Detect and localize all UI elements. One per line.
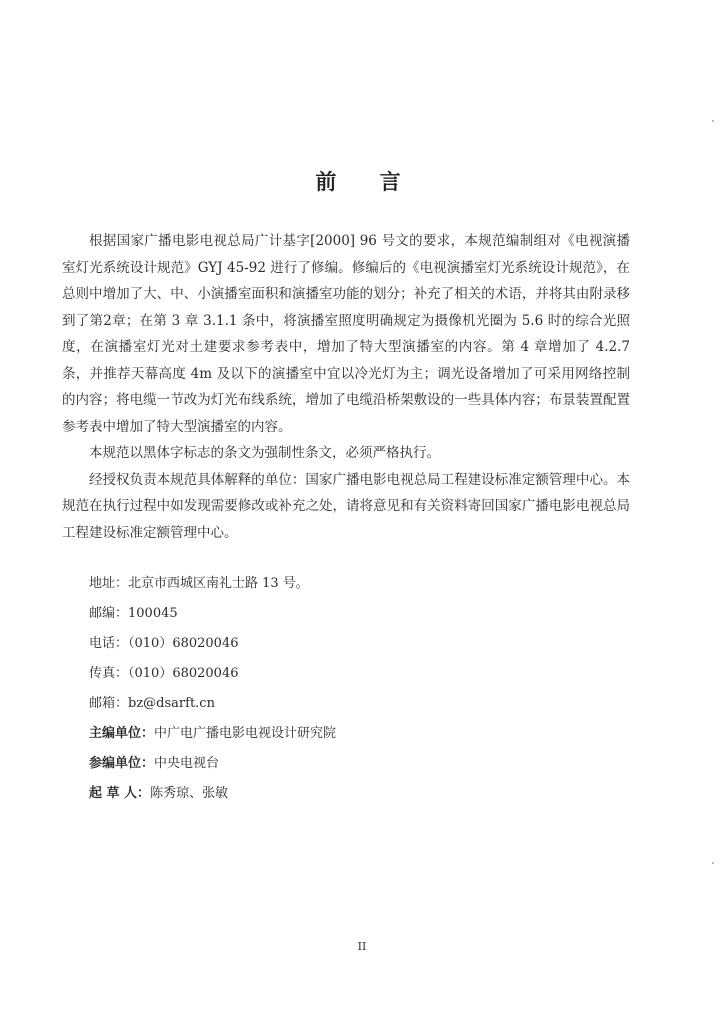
paragraph-revision-summary: 根据国家广播电影电视总局广计基字[2000] 96 号文的要求，本规范编制组对《电视演播室灯光系统设计规范》GYJ 45-92 进行了修编。修编后的《电视演播室灯光系统设计规范》，在总则中增加了大、中、小演播室面积和演播室功能的划分；补充了相关的术语，并将其由附录移到了第2章；在第 3 章 3.1.1 条中，将演播室照度明确规定为摄像机光圈为 5.6 时的综合光照度，在演播室灯光对土建要求参考表中，增加了特大型演播室的内容。第 4 章增加了 4.2.7 条，并推荐天幕高度 4m 及以下的演播室中宜以冷光灯为主；调光设备增加了可采用网络控制的内容；将电缆一节改为灯光布线系统，增加了电缆沿桥架敷设的一些具体内容；布景装置配置参考表中增加了特大型演播室的内容。	[62, 233, 630, 435]
scan-speck	[712, 120, 714, 122]
chief-editor-line	[89, 719, 336, 749]
fax-line: 传真：（010）68020046	[89, 666, 239, 681]
chief-editor-label: 主编单位：	[89, 726, 155, 741]
scan-speck	[712, 862, 714, 864]
page-title: 前 言	[315, 170, 419, 194]
page-number: II	[357, 940, 367, 953]
email-line: 邮箱：bz@dsarft.cn	[89, 696, 215, 711]
drafter-label: 起 草 人：	[89, 786, 151, 801]
drafter-line	[89, 779, 336, 809]
preface-body	[62, 228, 630, 546]
paragraph-mandatory-clauses: 本规范以黑体字标志的条文为强制性条文，必须严格执行。	[89, 445, 440, 461]
participant-value: 中央电视台	[154, 756, 220, 771]
paragraph-interpretation-unit: 经授权负责本规范具体解释的单位：国家广播电影电视总局工程建设标准定额管理中心。本规范在执行过程中如发现需要修改或补充之处，请将意见和有关资料寄回国家广播电影电视总局工程建设标准定额管理中心。	[62, 471, 630, 541]
phone-line: 电话：（010）68020046	[89, 636, 239, 651]
contact-block	[89, 569, 336, 809]
participant-line	[89, 749, 336, 779]
participant-label: 参编单位：	[89, 756, 155, 771]
drafter-value: 陈秀琼、张敏	[150, 786, 229, 801]
postcode-line: 邮编：100045	[89, 606, 178, 621]
chief-editor-value: 中广电广播电影电视设计研究院	[154, 726, 337, 741]
address-line: 地址：北京市西城区南礼士路 13 号。	[89, 576, 309, 591]
